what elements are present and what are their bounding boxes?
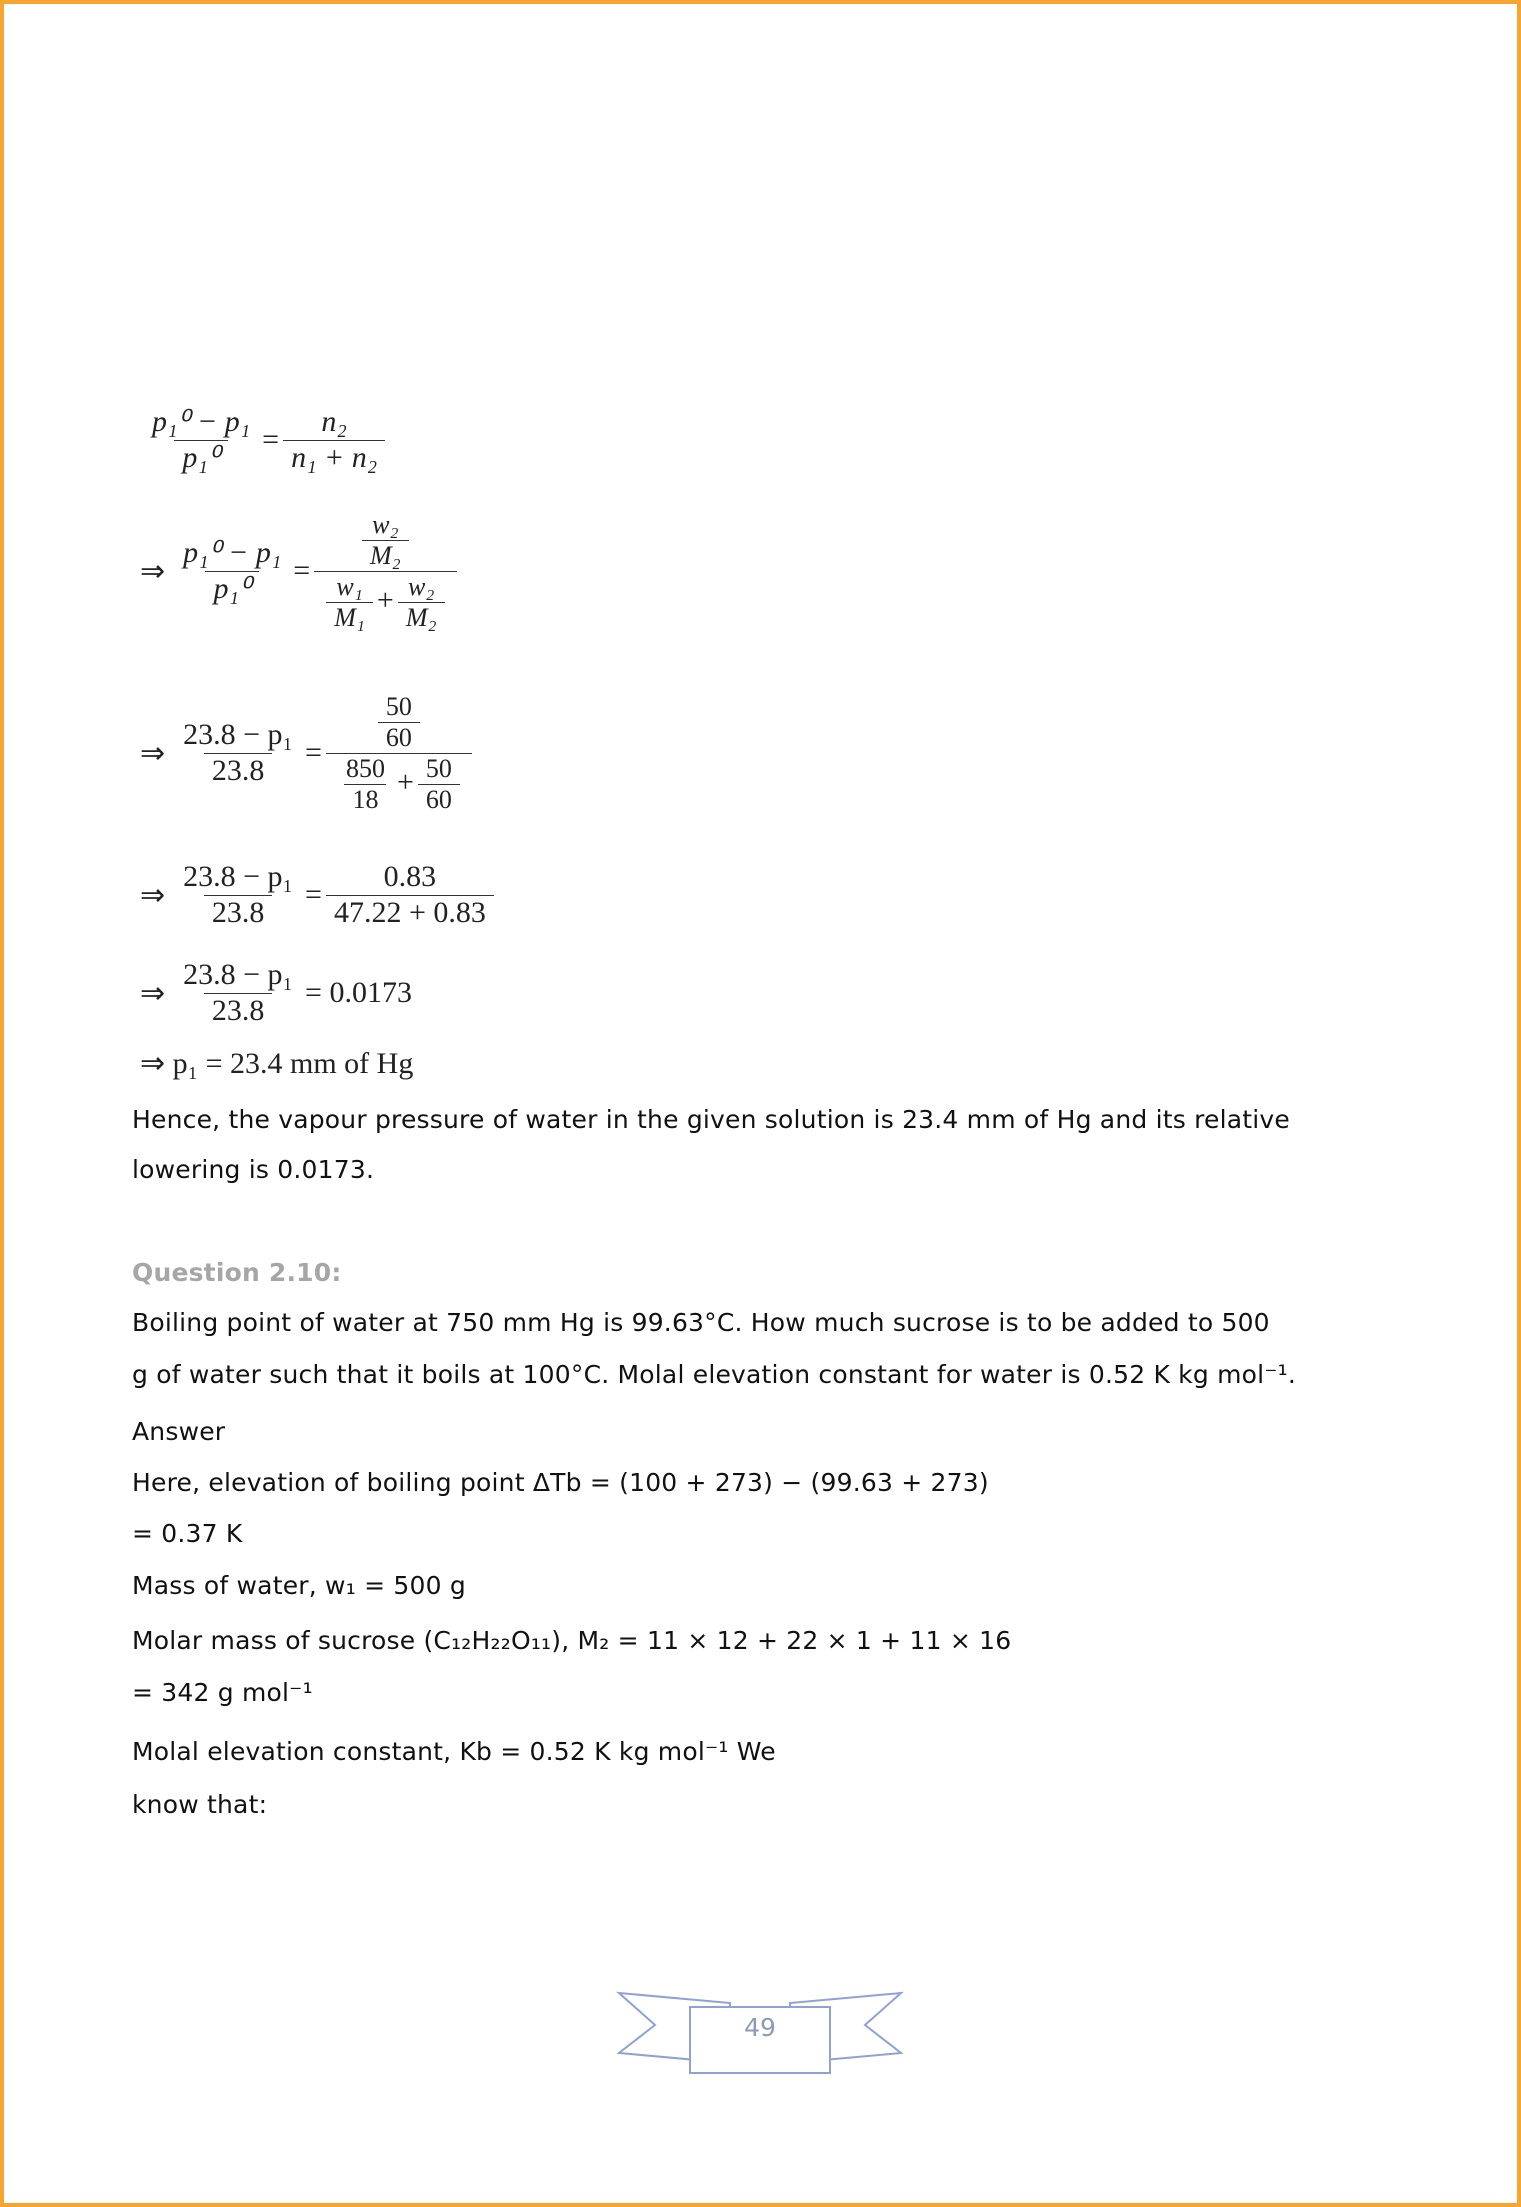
equation-4 — [140, 860, 498, 930]
implies-arrow: ⇒ — [140, 736, 166, 770]
answer-line: Molal elevation constant, Kb = 0.52 K kg mol⁻¹ We — [132, 1737, 776, 1766]
equation-5 — [140, 958, 412, 1028]
question-line: Boiling point of water at 750 mm Hg is 99.63°C. How much sucrose is to be added to 500 — [132, 1308, 1270, 1337]
answer-label: Answer — [132, 1417, 226, 1446]
numerator: 23.8 − p₁ — [183, 958, 294, 991]
question-title: Question 2.10: — [132, 1258, 342, 1287]
page-number: 49 — [744, 2013, 776, 2042]
implies-arrow: ⇒ — [140, 554, 166, 588]
question-line: g of water such that it boils at 100°C. Molal elevation constant for water is 0.52 K kg mol⁻¹. — [132, 1360, 1297, 1389]
denominator: M₁ — [326, 602, 373, 633]
numerator: 23.8 − p₁ — [183, 718, 294, 752]
denominator: 23.8 — [204, 753, 273, 789]
denominator: 18 — [344, 784, 386, 815]
conclusion-line: Hence, the vapour pressure of water in the given solution is 23.4 mm of Hg and its relative — [132, 1105, 1290, 1134]
denominator: p₁⁰ — [205, 571, 258, 607]
numerator: w₁ — [336, 571, 363, 601]
conclusion-line: lowering is 0.0173. — [132, 1155, 375, 1184]
equals: = — [305, 736, 322, 770]
numerator: 850 — [345, 753, 385, 783]
numerator: 50 — [425, 753, 452, 783]
denominator: 60 — [378, 722, 420, 753]
numerator: n₂ — [321, 405, 347, 438]
denominator: 60 — [418, 784, 460, 815]
equation-1 — [140, 405, 389, 475]
answer-line: know that: — [132, 1790, 268, 1819]
answer-line: Molar mass of sucrose (C₁₂H₂₂O₁₁), M₂ = 11 × 12 + 22 × 1 + 11 × 16 — [132, 1626, 1012, 1655]
denominator: M₂ — [398, 602, 445, 633]
final-result: ⇒ p₁ = 23.4 mm of Hg — [140, 1047, 414, 1080]
numerator: p₁⁰ − p₁ — [183, 536, 282, 570]
denominator: p₁⁰ — [174, 440, 227, 476]
answer-line: = 342 g mol⁻¹ — [132, 1678, 313, 1707]
numerator: 23.8 − p₁ — [183, 860, 294, 893]
equals: = — [262, 423, 280, 456]
denominator: 23.8 — [204, 993, 273, 1029]
answer-line: Here, elevation of boiling point ΔTb = (100 + 273) − (99.63 + 273) — [132, 1468, 989, 1497]
numerator: 0.83 — [383, 860, 437, 893]
plus: + — [396, 765, 414, 799]
numerator: w₂ — [372, 510, 399, 539]
equation-6 — [140, 1046, 413, 1081]
equation-2 — [140, 510, 461, 633]
answer-line: Mass of water, w₁ = 500 g — [132, 1571, 466, 1600]
numerator: w₂ — [407, 571, 435, 601]
result: = 0.0173 — [305, 976, 412, 1009]
numerator: 50 — [385, 692, 412, 721]
numerator: p₁⁰ − p₁ — [152, 405, 251, 438]
equation-3 — [140, 692, 476, 815]
answer-line: = 0.37 K — [132, 1519, 243, 1548]
denominator: n₁ + n₂ — [283, 440, 385, 476]
page-number-ribbon — [615, 1985, 905, 2075]
denominator: 23.8 — [204, 895, 273, 931]
equals: = — [305, 878, 322, 911]
denominator: 47.22 + 0.83 — [326, 895, 494, 931]
plus: + — [376, 583, 394, 617]
implies-arrow: ⇒ — [140, 976, 166, 1010]
equals: = — [293, 554, 311, 588]
denominator: M₂ — [362, 540, 409, 571]
implies-arrow: ⇒ — [140, 878, 166, 912]
